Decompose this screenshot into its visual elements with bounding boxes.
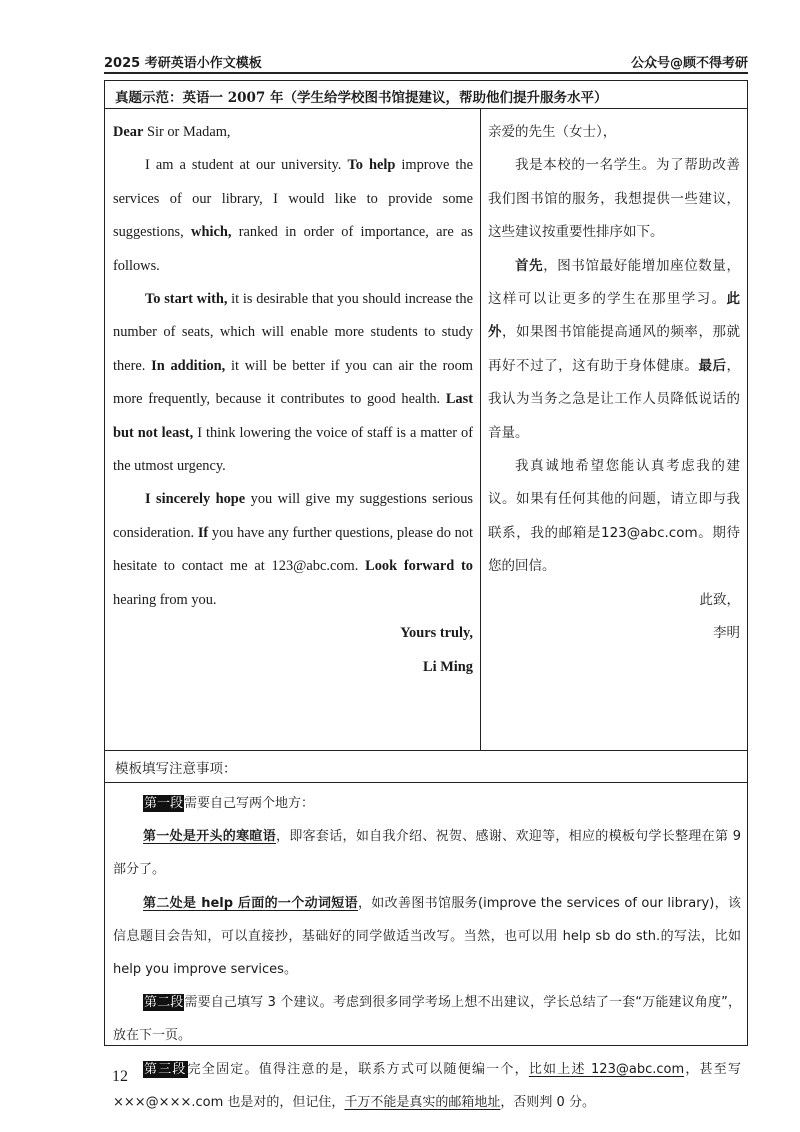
text: hearing from you. [113, 591, 217, 608]
note-paragraph-1 [113, 787, 741, 820]
text: I am a student at our university. [145, 157, 348, 174]
text: ，即客套话，如自我介绍、祝贺、感谢、欢迎等，相应的模板句学长整理在第 9 部分了。 [113, 829, 741, 878]
bold-phrase: I sincerely hope [145, 491, 246, 508]
chinese-paragraph-3: 我真诚地希望您能认真考虑我的建议。如果有任何其他的问题，请立即与我联系，我的邮箱是123@abc.com。期待您的回信。 [488, 458, 740, 575]
notes-heading: 模板填写注意事项： [115, 761, 237, 777]
underlined-text: 千万不能是真实的邮箱地址 [344, 1094, 501, 1110]
table-title: 真题示范：英语一 2007 年（学生给学校图书馆提建议，帮助他们提升服务水平） [105, 81, 747, 109]
salutation-rest: Sir or Madam, [143, 124, 231, 140]
header-account: 公众号@顾不得考研 [630, 56, 748, 71]
bold-phrase: In addition, [151, 357, 226, 374]
english-closing: Yours truly, [400, 625, 473, 642]
text: ，否则判 0 分。 [500, 1094, 595, 1110]
note-paragraph-3 [113, 1053, 741, 1119]
bold-phrase: which, [191, 224, 232, 241]
underlined-lead: 第一处是开头的寒暄语 [143, 829, 277, 845]
bold-phrase: Look forward to [365, 558, 473, 575]
english-paragraph-2 [113, 283, 473, 483]
bold-phrase: To help [347, 157, 396, 174]
highlight-tag: 第二段 [144, 995, 184, 1011]
chinese-closing: 此致， [699, 591, 740, 608]
text: 完全固定。值得注意的是，联系方式可以随便编一个， [187, 1061, 529, 1077]
chinese-paragraph-2 [488, 250, 740, 450]
note-second-point [113, 887, 741, 987]
text: ranked in order of importance, are as follows. [113, 224, 473, 274]
notes-divider [105, 782, 747, 783]
english-paragraph-1 [113, 149, 473, 283]
text: 需要自己写两个地方： [184, 796, 315, 811]
column-divider [480, 109, 481, 750]
highlight-tag: 第三段 [144, 1061, 187, 1077]
bold-phrase: 最后 [698, 357, 727, 374]
header-title: 2025 考研英语小作文模板 [104, 56, 262, 71]
bold-phrase: 此外 [488, 291, 740, 341]
bold-phrase: To start with, [145, 291, 228, 308]
chinese-letter [488, 116, 740, 651]
salutation-bold: Dear [113, 124, 144, 140]
text: I think lowering the voice of staff is a matter of the utmost urgency. [113, 424, 474, 475]
page-header [104, 50, 748, 74]
text: improve the services of our library, I would like to provide some suggestions, [113, 157, 474, 241]
text: ，图书馆最好能增加座位数量，这样可以让更多的学生在那里学习。 [488, 257, 741, 308]
chinese-signature: 李明 [713, 625, 740, 642]
text: it will be better if you can air the room more frequently, because it contributes to good health. [113, 357, 473, 408]
text: it is desirable that you should increase the number of seats, which will enable more students to study there. [113, 291, 474, 374]
note-first-point [113, 820, 741, 886]
underlined-text: 比如上述 123@abc.com [528, 1061, 685, 1077]
bold-phrase: If [197, 524, 209, 541]
text: ，如果图书馆能提高通风的频率，那就再好不过了，这有助于身体健康。 [488, 324, 741, 374]
chinese-salutation: 亲爱的先生（女士）， [488, 124, 617, 140]
text: you have any further questions, please do not hesitate to contact me at 123@abc.com. [113, 524, 473, 575]
page-number: 12 [112, 1068, 128, 1085]
text: you will give my suggestions serious consideration. [113, 491, 473, 541]
english-letter [113, 116, 473, 684]
text: ，如改善图书馆服务(improve the services of our library)，该信息题目会告知，可以直接抄，基础好的同学做适当改写。当然，也可以用 help sb do sth.的写法，比如 help you improve services。 [113, 895, 741, 978]
chinese-paragraph-1: 我是本校的一名学生。为了帮助改善我们图书馆的服务，我想提供一些建议，这些建议按重要性排序如下。 [488, 157, 740, 241]
text: 需要自己填写 3 个建议。考虑到很多同学考场上想不出建议，学长总结了一套“万能建议角度”，放在下一页。 [113, 995, 741, 1044]
section-divider [105, 750, 747, 751]
content-table [104, 80, 748, 1110]
note-paragraph-2 [113, 986, 741, 1052]
english-salutation [113, 116, 473, 149]
bold-phrase: Last but not least, [113, 391, 473, 441]
english-paragraph-3 [113, 483, 473, 617]
english-signature: Li Ming [423, 658, 473, 675]
highlight-tag: 第一段 [144, 796, 184, 811]
text: ，我认为当务之急是让工作人员降低说话的音量。 [488, 357, 741, 441]
bold-phrase: 首先 [515, 257, 544, 274]
text: ，甚至写×××@×××.com 也是对的，但记住， [113, 1061, 741, 1110]
notes-body [113, 787, 741, 1119]
underlined-lead: 第二处是 help 后面的一个动词短语 [143, 895, 358, 911]
